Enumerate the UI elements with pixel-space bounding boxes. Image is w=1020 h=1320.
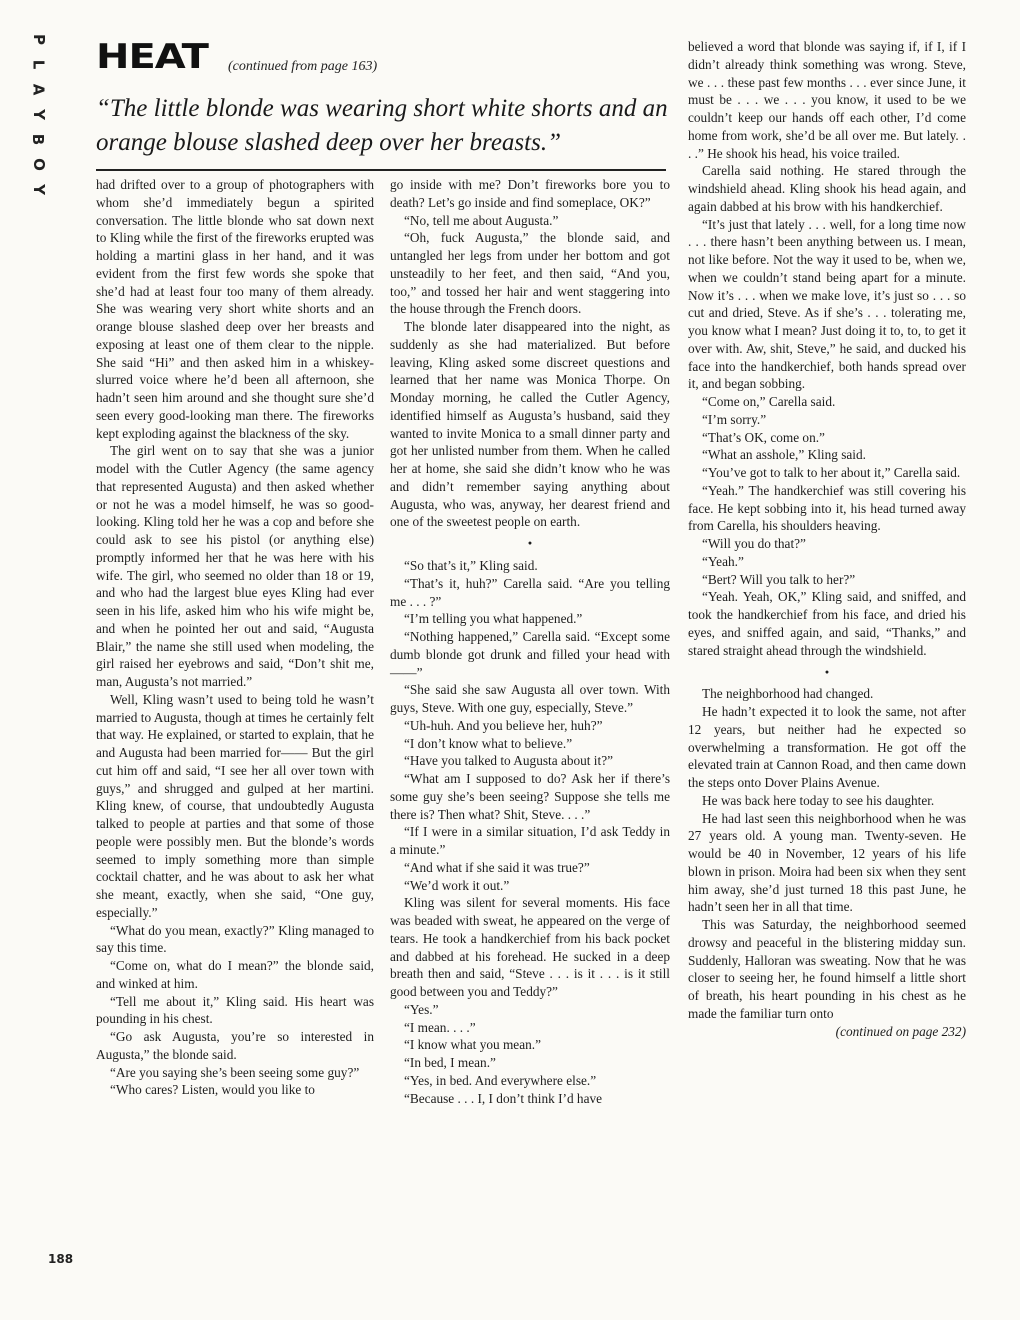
masthead-letter: Y bbox=[29, 184, 48, 195]
paragraph: had drifted over to a group of photographers with whom she’d immediately begun a spirited conversation. The little blonde who sat down next to Kling while the first of the fireworks erupted was holding a martini glass in her hand, and it was evident from the first few words she spoke that she’d had at least four too many of them already. She was wearing very short white shorts and an orange blouse slashed deep over her breasts and exposing at least one of them clear to the nipple. She said “Hi” and then asked him in a whiskey-slurred voice where he’d been all afternoon, she hadn’t seen him around and she thought sure she’d seen every good-looking man there. The fireworks kept exploding against the blackness of the sky. bbox=[96, 177, 374, 441]
paragraph: “Come on, what do I mean?” the blonde said, and winked at him. bbox=[96, 958, 374, 991]
paragraph: The neighborhood had changed. bbox=[702, 686, 874, 702]
paragraph: “She said she saw Augusta all over town. With guys, Steve. With one guy, especially, Steve.” bbox=[390, 682, 670, 715]
section-break-bullet bbox=[688, 659, 966, 685]
column-3 bbox=[688, 38, 966, 1040]
paragraph: The girl went on to say that she was a junior model with the Cutler Agency (the same agency that represented Augusta) and then asked whether or not he was a model himself, he was so good-looking. Kling told her he was a cop and before she could ask to see his pistol (or anything else) promptly informed her that he was here with his wife. The girl, who seemed no older than 18 or 19, and who had the largest blue eyes Kling had ever seen in his life, asked him who his wife might be, and when he pointed her out and said, “Augusta Blair,” the name she still used when modeling, the girl raised her eyebrows and said, “Don’t shit me, man, Augusta’s not married.” bbox=[96, 443, 374, 689]
paragraph: “Yeah.” The handkerchief was still covering his face. He kept sobbing into it, his head turned away from Carella, his shoulders heaving. bbox=[688, 482, 966, 534]
paragraph: The blonde later disappeared into the night, as suddenly as she had materialized. But before leaving, Kling asked some discreet questions and learned that her name was Monica Thorpe. On Monday morning, he called the Cutler Agency, identified himself as Augusta’s husband, said they wanted to invite Monica to a small dinner party and got her unlisted number from them. When he called her at home, she said she didn’t know who he was and didn’t remember saying anything about Augusta, who was, anyway, her dearest friend and one of the sweetest people on earth. bbox=[390, 319, 670, 530]
paragraph: “Because . . . I, I don’t think I’d have bbox=[404, 1090, 603, 1106]
masthead-letter: L bbox=[29, 59, 48, 70]
paragraph: This was Saturday, the neighborhood seemed drowsy and peaceful in the blistering midday sun. Suddenly, Halloran was sweating. Now that he was closer to seeing her, he found himself a little short of breath, his heart pounding in his chest as he made the familiar turn onto bbox=[688, 917, 966, 1021]
masthead-letter: Y bbox=[29, 109, 48, 120]
paragraph: “Yes.” bbox=[404, 1001, 439, 1017]
masthead-letter: B bbox=[29, 133, 48, 146]
paragraph: “Who cares? Listen, would you like to bbox=[110, 1082, 315, 1098]
paragraph: “Yeah.” bbox=[702, 553, 744, 569]
paragraph: “If I were in a similar situation, I’d ask Teddy in a minute.” bbox=[390, 824, 670, 857]
paragraph: “We’d work it out.” bbox=[404, 877, 510, 893]
paragraph: He hadn’t expected it to look the same, not after 12 years, but neither had he expected so overwhelming a transformation. He got off the elevated train at Cannon Road, and then came down the steps onto Dover Plains Avenue. bbox=[688, 704, 966, 790]
paragraph: “So that’s it,” Kling said. bbox=[404, 558, 538, 573]
paragraph: “I’m telling you what happened.” bbox=[404, 611, 583, 627]
paragraph: He was back here today to see his daughter. bbox=[702, 792, 935, 808]
paragraph: “I’m sorry.” bbox=[702, 411, 767, 427]
paragraph: “Are you saying she’s been seeing some guy?” bbox=[110, 1064, 360, 1080]
paragraph: “Uh-huh. And you believe her, huh?” bbox=[404, 717, 603, 733]
paragraph: “In bed, I mean.” bbox=[404, 1055, 496, 1070]
paragraph: “That’s OK, come on.” bbox=[702, 429, 825, 445]
column-2 bbox=[390, 176, 670, 1107]
paragraph: “And what if she said it was true?” bbox=[404, 859, 590, 875]
section-break-bullet bbox=[390, 531, 670, 557]
paragraph: “No, tell me about Augusta.” bbox=[404, 212, 559, 228]
masthead-letter: A bbox=[29, 83, 48, 96]
story-header bbox=[96, 36, 377, 78]
pull-quote: “The little blonde was wearing short white shorts and an orange blouse slashed deep over her breasts.” bbox=[96, 95, 668, 156]
paragraph: “I mean. . . .” bbox=[404, 1019, 476, 1035]
continued-from: (continued from page 163) bbox=[227, 59, 378, 74]
paragraph: Carella said nothing. He stared through the windshield ahead. Kling shook his head again, and again dabbed at his brow with his handkerchief. bbox=[688, 163, 966, 214]
masthead-letter: P bbox=[29, 34, 48, 45]
page-number: 188 bbox=[48, 1252, 74, 1266]
vertical-masthead bbox=[26, 30, 50, 199]
paragraph: He had last seen this neighborhood when he was 27 years old. A young man. Twenty-seven. He would be 40 in November, 12 years of his life blown in prison. Moira had been six when they sent him away, she’d just turned 18 this past June, he hadn’t seen her in all that time. bbox=[688, 810, 966, 915]
column-1 bbox=[96, 176, 374, 1099]
paragraph: “Bert? Will you talk to her?” bbox=[702, 571, 856, 587]
paragraph: “Yeah. Yeah, OK,” Kling said, and sniffed, and took the handkerchief from his face, and dried his eyes, and sniffed again, and said, “Thanks,” and stared straight ahead through the windshield. bbox=[688, 589, 966, 658]
paragraph: “I know what you mean.” bbox=[404, 1037, 541, 1053]
paragraph: “That’s it, huh?” Carella said. “Are you telling me . . . ?” bbox=[390, 575, 670, 609]
paragraph: “It’s just that lately . . . well, for a long time now . . . there hasn’t been anything between us. I mean, not like before. Not the way it used to be, when we, when we couldn’t stand being apart for a minute. Now it’s . . . when we make love, it’s just so . . . so cut and dried, Steve. As if she’s . . . tolerating me, you know what I mean? Just doing it to, to, to get it over with. Aw, shit, Steve,” he said, and ducked his face into the handkerchief, both hands spread over it, and began sobbing. bbox=[688, 216, 966, 392]
continued-on: (continued on page 232) bbox=[835, 1023, 966, 1039]
paragraph: “What am I supposed to do? Ask her if there’s some guy she’s been seeing? Suppose she tells me there is? Then what? Shit, Steve. . . .” bbox=[390, 771, 670, 822]
paragraph: believed a word that blonde was saying if, if I, if I didn’t already think something was wrong. Steve, we . . . these past few months . . . ever since June, it must be . . . we . . . you know, it used to be we couldn’t keep our hands off each other, I’d come home from work, she’d be all over me. But lately. . . .” He shook his head, his voice trailed. bbox=[688, 39, 966, 161]
paragraph: “Tell me about it,” Kling said. His heart was pounding in his chest. bbox=[96, 993, 374, 1027]
paragraph: go inside with me? Don’t fireworks bore you to death? Let’s go inside and find someplace, OK?” bbox=[390, 177, 670, 210]
paragraph: “I don’t know what to believe.” bbox=[404, 735, 573, 751]
paragraph: “You’ve got to talk to her about it,” Carella said. bbox=[702, 465, 961, 480]
paragraph: Well, Kling wasn’t used to being told he wasn’t married to Augusta, though at times he certainly felt that way. He explained, or started to explain, that he and Augusta had been married for—— But the girl cut him off and said, “I see her all over town with guys,” and shrugged and gulped at her martini. Kling knew, of course, that undoubtedly Augusta talked to people at parties and that some of those people were possibly men. But the blonde’s words seemed to imply something more than simple cocktail chatter, and he was about to ask her what she meant, exactly, when she said, “One guy, especially.” bbox=[96, 691, 374, 920]
masthead-letter: O bbox=[29, 158, 48, 171]
paragraph: “Come on,” Carella said. bbox=[702, 394, 836, 409]
paragraph: Kling was silent for several moments. His face was beaded with sweat, he appeared on the verge of tears. He took a handkerchief from his back pocket and dabbed at his forehead. He sucked in a deep breath then and said, “Steve . . . is it . . . is it still good between you and Teddy?” bbox=[390, 895, 670, 999]
paragraph: “Will you do that?” bbox=[702, 536, 806, 551]
paragraph: “Oh, fuck Augusta,” the blonde said, and untangled her legs from under her bottom and got unsteadily to her feet, and then said, “And you, too,” and tossed her hair and went staggering into the house through the French doors. bbox=[390, 230, 670, 317]
story-title: HEAT bbox=[96, 37, 208, 77]
paragraph: “What do you mean, exactly?” Kling managed to say this time. bbox=[96, 922, 374, 956]
pull-quote-rule bbox=[96, 169, 666, 171]
paragraph: “Have you talked to Augusta about it?” bbox=[404, 753, 613, 769]
paragraph: “Go ask Augusta, you’re so interested in Augusta,” the blonde said. bbox=[96, 1029, 374, 1062]
paragraph: “What an asshole,” Kling said. bbox=[702, 447, 866, 463]
paragraph: “Nothing happened,” Carella said. “Except some dumb blonde got drunk and filled your head with——” bbox=[390, 629, 670, 680]
paragraph: “Yes, in bed. And everywhere else.” bbox=[404, 1072, 597, 1088]
